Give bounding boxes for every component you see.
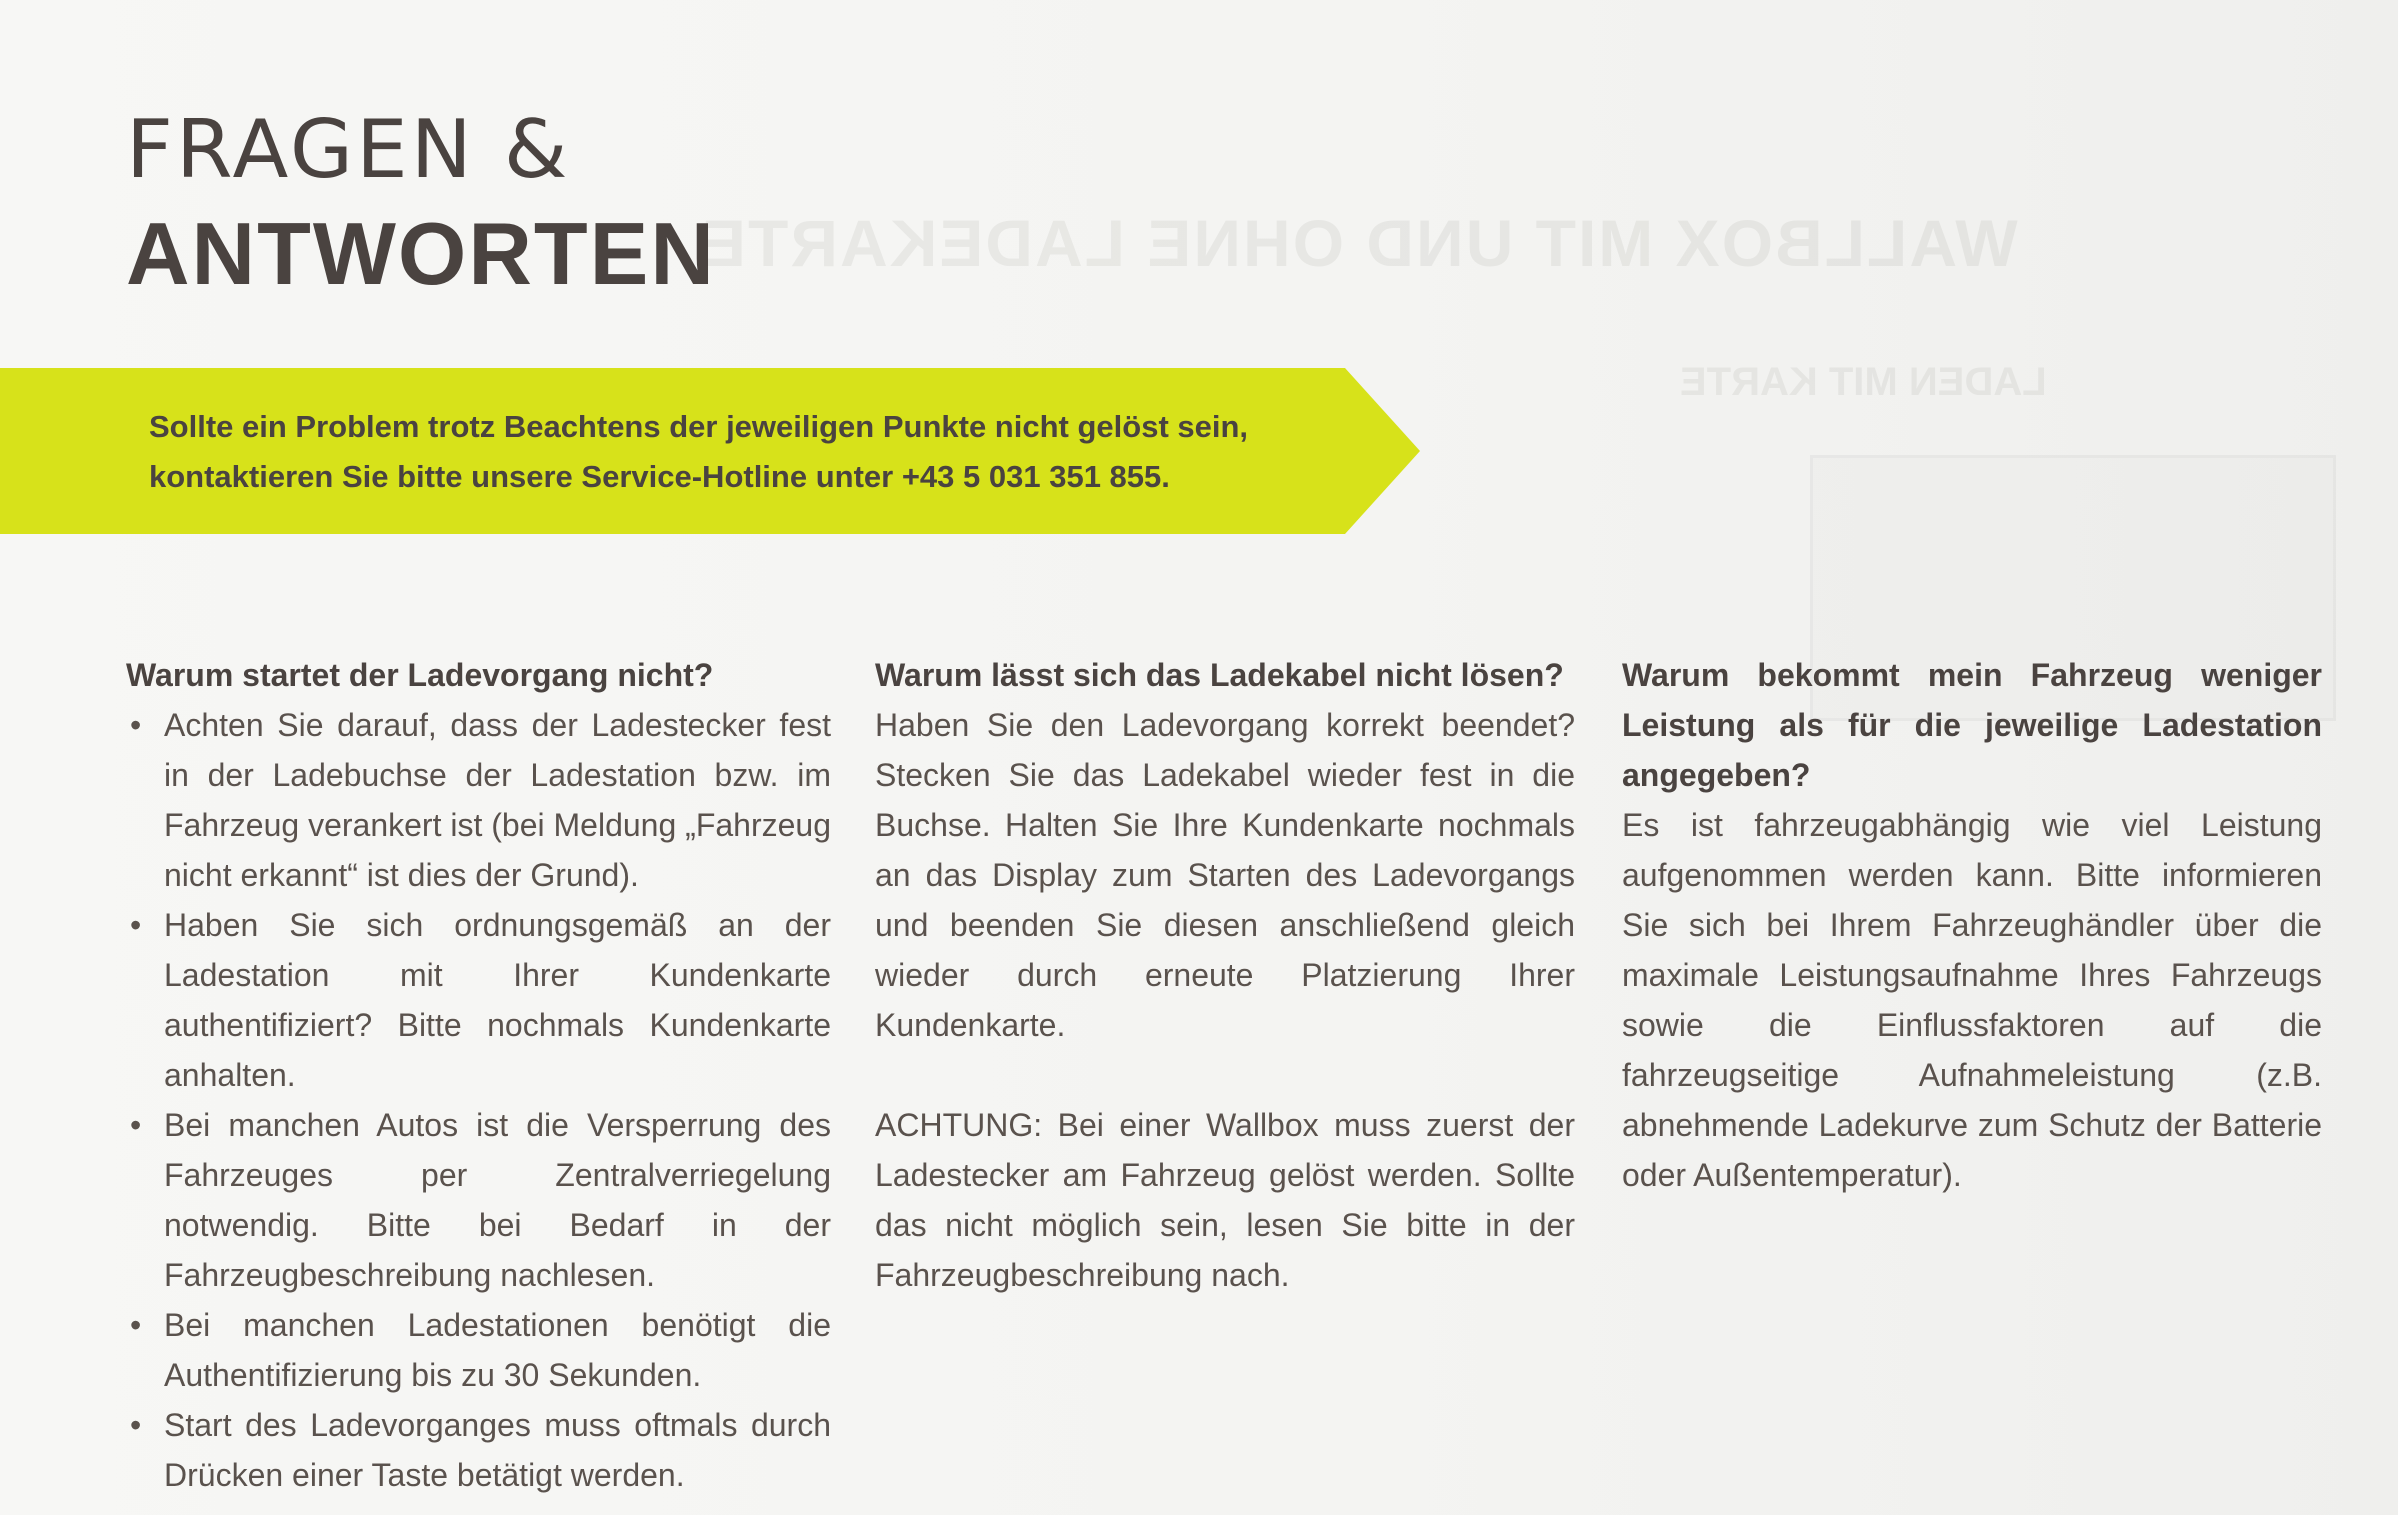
page-title-line-1: FRAGEN & bbox=[126, 103, 571, 196]
hotline-banner-text bbox=[149, 402, 1389, 502]
faq-warning: ACHTUNG: Bei einer Wallbox muss zuerst der Ladestecker am Fahrzeug gelöst werden. Sollte das nicht möglich sein, lesen Sie bitte in der Fahrzeugbeschreibung nach. bbox=[875, 1107, 1575, 1293]
faq-bullet-item bbox=[126, 700, 831, 900]
faq-bullet-text: Haben Sie sich ordnungsgemäß an der Ladestation mit Ihrer Kundenkarte authentifiziert? Bitte nochmals Kundenkarte anhalten. bbox=[164, 907, 831, 1093]
faq-bullet-item bbox=[126, 1400, 831, 1500]
page-title bbox=[126, 103, 716, 303]
faq-question: Warum startet der Ladevorgang nicht? bbox=[126, 657, 714, 693]
faq-answer: Es ist fahrzeugabhängig wie viel Leistung aufgenommen werden kann. Bitte informieren Sie sich bei Ihrem Fahrzeughändler über die maximale Leistungsaufnahme Ihres Fahrzeugs sowie die Einflussfaktoren auf die fahrzeugseitige Aufnahmeleistung (z.B. abnehmende Ladekurve zum Schutz der Batterie oder Außentemperatur). bbox=[1622, 807, 2322, 1193]
hotline-banner-line-1: Sollte ein Problem trotz Beachtens der jeweiligen Punkte nicht gelöst sein, bbox=[149, 409, 1249, 444]
faq-bullet-item bbox=[126, 900, 831, 1100]
bullet-icon: • bbox=[130, 1107, 142, 1143]
faq-bullet-text: Start des Ladevorganges muss oftmals durch Drücken einer Taste betätigt werden. bbox=[164, 1407, 831, 1493]
hotline-banner-line-2: kontaktieren Sie bitte unsere Service-Hotline unter +43 5 031 351 855. bbox=[149, 459, 1170, 494]
faq-bullet-item bbox=[126, 1100, 831, 1300]
bullet-icon: • bbox=[130, 1307, 142, 1343]
faq-answer: Haben Sie den Ladevorgang korrekt beendet? Stecken Sie das Ladekabel wieder fest in die Buchse. Halten Sie Ihre Kundenkarte nochmals an das Display zum Starten des Ladevorgangs und beenden Sie diesen anschließend gleich wieder durch erneute Platzierung Ihrer Kundenkarte. bbox=[875, 707, 1575, 1043]
faq-bullet-text: Bei manchen Ladestationen benötigt die Authentifizierung bis zu 30 Sekunden. bbox=[164, 1307, 831, 1393]
faq-column-charging-not-starting bbox=[126, 650, 831, 1500]
faq-question: Warum lässt sich das Ladekabel nicht lösen? bbox=[875, 657, 1564, 693]
faq-bullet-text: Bei manchen Autos ist die Versperrung des Fahrzeuges per Zentralverriegelung notwendig. Bitte bei Bedarf in der Fahrzeugbeschreibung nachlesen. bbox=[164, 1107, 831, 1293]
show-through-text: LADEN MIT KARTE bbox=[1680, 360, 2047, 404]
faq-bullet-text: Achten Sie darauf, dass der Ladestecker fest in der Ladebuchse der Ladestation bzw. im Fahrzeug verankert ist (bei Meldung „Fahrzeug nicht erkannt“ ist dies der Grund). bbox=[164, 707, 831, 893]
show-through-text: WALLBOX MIT UND OHNE LADEKARTE bbox=[700, 206, 2018, 280]
faq-bullet-item bbox=[126, 1300, 831, 1400]
faq-bullet-list bbox=[126, 700, 831, 1500]
bullet-icon: • bbox=[130, 1407, 142, 1443]
faq-question: Warum bekommt mein Fahrzeug weniger Leistung als für die jeweilige Ladestation angegeben? bbox=[1622, 657, 2322, 793]
faq-column-cable-not-releasing bbox=[875, 650, 1575, 1300]
page-title-line-2: ANTWORTEN bbox=[126, 204, 716, 303]
faq-column-less-power bbox=[1622, 650, 2322, 1200]
bullet-icon: • bbox=[130, 907, 142, 943]
bullet-icon: • bbox=[130, 707, 142, 743]
